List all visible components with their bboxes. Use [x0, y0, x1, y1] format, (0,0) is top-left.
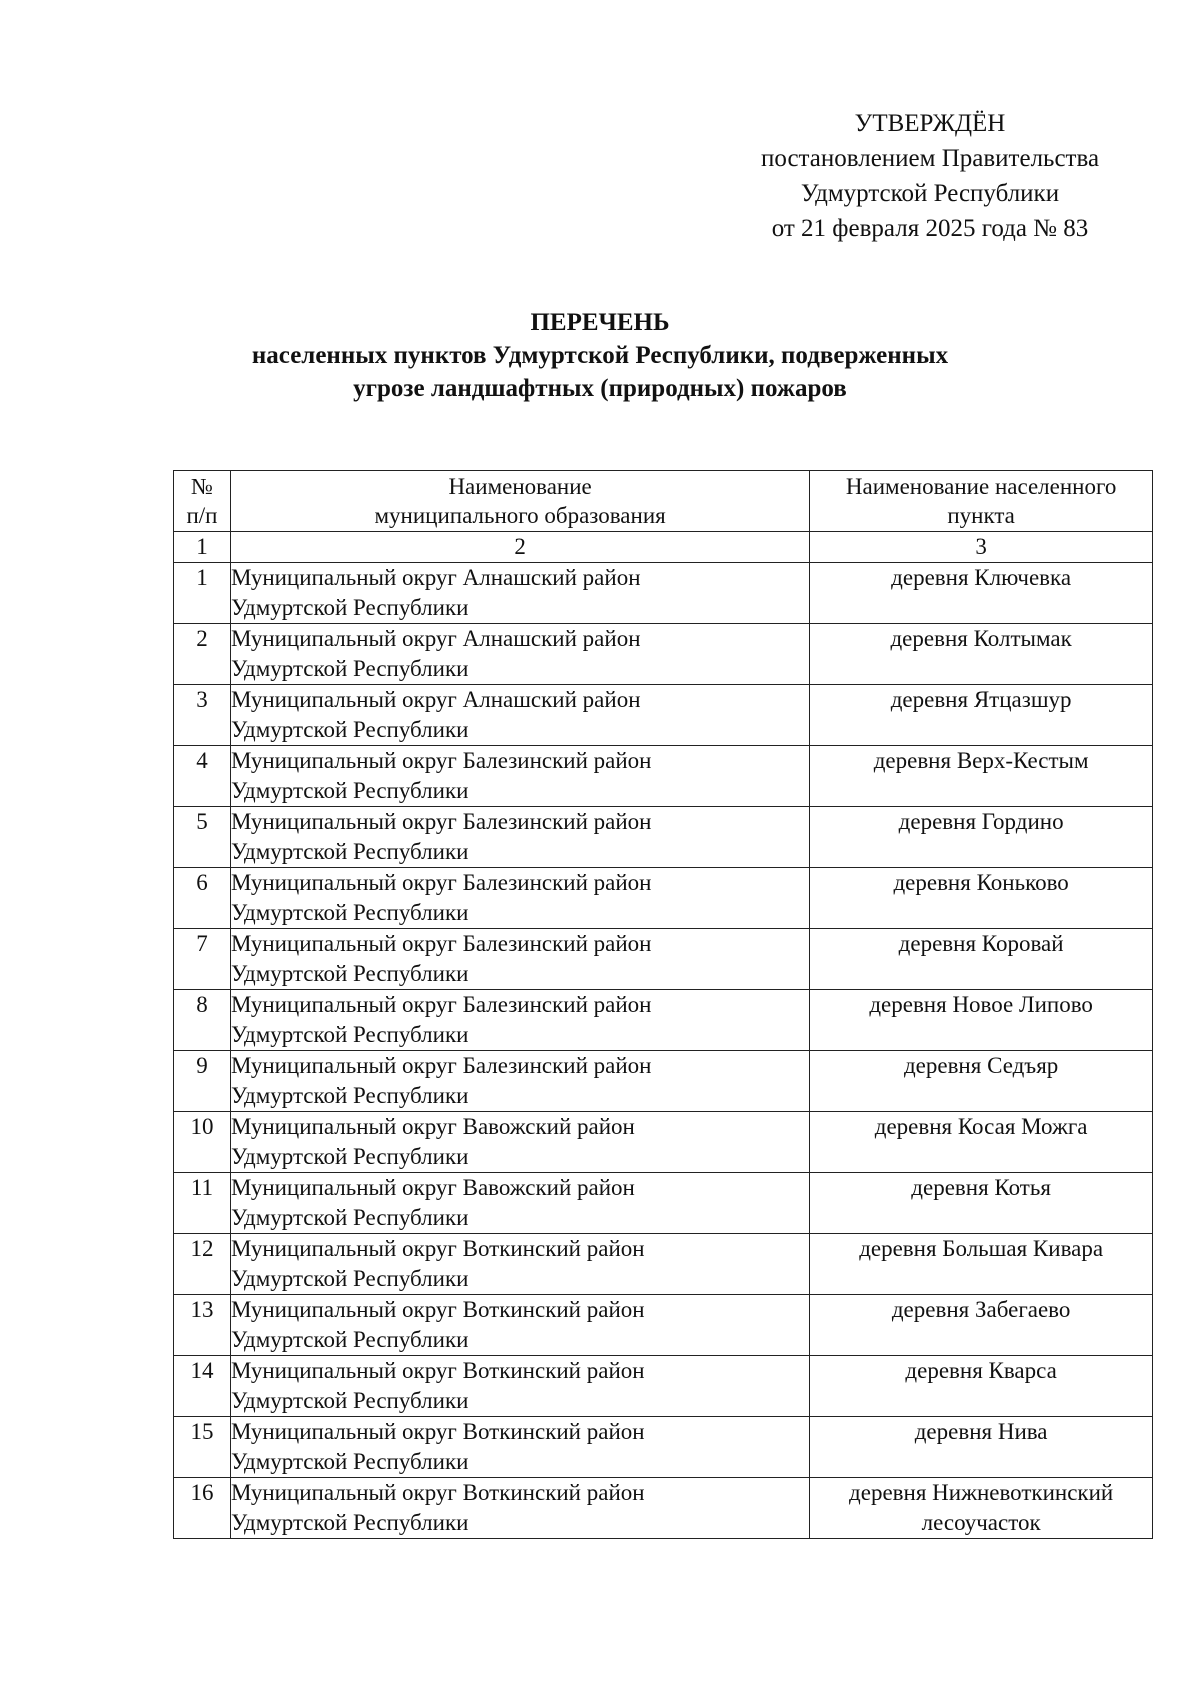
municipality-line: Муниципальный округ Алнашский район	[230, 626, 641, 651]
settlement-cell	[810, 990, 1153, 1051]
settlement-line: деревня Новое Липово	[869, 992, 1093, 1017]
municipality-line: Удмуртской Республики	[230, 1083, 469, 1108]
row-number: 1	[174, 563, 231, 624]
municipality-cell	[230, 1051, 809, 1112]
settlement-cell	[810, 746, 1153, 807]
municipality-line: Удмуртской Республики	[230, 1144, 469, 1169]
municipality-line: Муниципальный округ Воткинский район	[230, 1297, 645, 1322]
municipality-line: Муниципальный округ Алнашский район	[230, 687, 641, 712]
municipality-line: Муниципальный округ Балезинский район	[230, 748, 652, 773]
municipality-line: Удмуртской Республики	[230, 1022, 469, 1047]
row-number: 13	[174, 1295, 231, 1356]
row-number: 2	[174, 624, 231, 685]
table-row	[174, 1173, 1153, 1234]
settlement-line: лесоучасток	[921, 1510, 1041, 1535]
settlement-line: деревня Колтымак	[890, 626, 1072, 651]
header-text: пункта	[947, 503, 1015, 528]
settlement-line: деревня Косая Можга	[874, 1114, 1088, 1139]
column-number: 1	[174, 532, 231, 563]
municipality-cell	[230, 807, 809, 868]
row-number: 3	[174, 685, 231, 746]
row-number: 9	[174, 1051, 231, 1112]
municipality-line: Муниципальный округ Алнашский район	[230, 565, 641, 590]
settlement-cell	[810, 1417, 1153, 1478]
document-heading	[0, 306, 1200, 405]
header-text: муниципального образования	[374, 503, 666, 528]
document-subtitle: угрозе ландшафтных (природных) пожаров	[353, 375, 847, 402]
table-row	[174, 1295, 1153, 1356]
settlement-cell	[810, 1356, 1153, 1417]
municipality-line: Муниципальный округ Балезинский район	[230, 1053, 652, 1078]
settlement-line: деревня Коровай	[898, 931, 1064, 956]
column-number-row	[174, 532, 1153, 563]
settlement-line: деревня Ключевка	[891, 565, 1072, 590]
municipality-line: Удмуртской Республики	[230, 1388, 469, 1413]
municipality-cell	[230, 990, 809, 1051]
header-text: п/п	[186, 503, 218, 528]
municipality-line: Удмуртской Республики	[230, 1449, 469, 1474]
approval-line: постановлением Правительства	[760, 145, 1100, 172]
settlement-line: деревня Гордино	[898, 809, 1064, 834]
municipality-line: Муниципальный округ Воткинский район	[230, 1419, 645, 1444]
settlement-line: деревня Нижневоткинский	[849, 1480, 1114, 1505]
settlement-line: деревня Нива	[914, 1419, 1048, 1444]
table-row	[174, 1234, 1153, 1295]
table-row	[174, 746, 1153, 807]
table-row	[174, 990, 1153, 1051]
municipality-cell	[230, 1234, 809, 1295]
column-number: 3	[810, 532, 1153, 563]
settlement-cell	[810, 1478, 1153, 1539]
header-municipality	[230, 471, 809, 532]
municipality-line: Муниципальный округ Воткинский район	[230, 1480, 645, 1505]
header-text: №	[190, 474, 213, 499]
row-number: 16	[174, 1478, 231, 1539]
municipality-line: Удмуртской Республики	[230, 1205, 469, 1230]
municipality-line: Муниципальный округ Балезинский район	[230, 809, 652, 834]
municipality-line: Муниципальный округ Вавожский район	[230, 1114, 635, 1139]
row-number: 6	[174, 868, 231, 929]
municipality-line: Муниципальный округ Балезинский район	[230, 870, 652, 895]
municipality-line: Муниципальный округ Воткинский район	[230, 1236, 645, 1261]
settlement-cell	[810, 1173, 1153, 1234]
row-number: 5	[174, 807, 231, 868]
row-number: 14	[174, 1356, 231, 1417]
municipality-line: Муниципальный округ Воткинский район	[230, 1358, 645, 1383]
municipality-cell	[230, 1295, 809, 1356]
municipality-cell	[230, 929, 809, 990]
header-settlement	[810, 471, 1153, 532]
settlement-line: деревня Коньково	[893, 870, 1069, 895]
municipality-cell	[230, 685, 809, 746]
row-number: 8	[174, 990, 231, 1051]
municipality-line: Удмуртской Республики	[230, 1327, 469, 1352]
settlement-line: деревня Кварса	[905, 1358, 1057, 1383]
municipality-cell	[230, 1417, 809, 1478]
document-title: ПЕРЕЧЕНЬ	[530, 309, 670, 336]
settlement-cell	[810, 807, 1153, 868]
header-text: Наименование	[448, 474, 592, 499]
settlement-cell	[810, 1051, 1153, 1112]
approval-title: УТВЕРЖДЁН	[854, 110, 1006, 137]
table-row	[174, 685, 1153, 746]
settlement-cell	[810, 1295, 1153, 1356]
settlement-line: деревня Верх-Кестым	[873, 748, 1089, 773]
table-row	[174, 1112, 1153, 1173]
municipality-line: Муниципальный округ Вавожский район	[230, 1175, 635, 1200]
table-row	[174, 624, 1153, 685]
settlement-cell	[810, 624, 1153, 685]
table-row	[174, 1417, 1153, 1478]
table-row	[174, 1356, 1153, 1417]
row-number: 4	[174, 746, 231, 807]
table-row	[174, 1478, 1153, 1539]
municipality-line: Удмуртской Республики	[230, 595, 469, 620]
settlement-cell	[810, 929, 1153, 990]
settlements-table	[173, 470, 1153, 1539]
approval-block	[700, 106, 1160, 246]
row-number: 7	[174, 929, 231, 990]
approval-line: Удмуртской Республики	[800, 180, 1060, 207]
row-number: 15	[174, 1417, 231, 1478]
approval-date: от 21 февраля 2025 года № 83	[771, 215, 1089, 242]
municipality-line: Муниципальный округ Балезинский район	[230, 931, 652, 956]
row-number: 12	[174, 1234, 231, 1295]
municipality-cell	[230, 563, 809, 624]
municipality-cell	[230, 868, 809, 929]
header-number	[174, 471, 231, 532]
settlement-cell	[810, 563, 1153, 624]
municipality-cell	[230, 746, 809, 807]
municipality-line: Удмуртской Республики	[230, 656, 469, 681]
municipality-line: Удмуртской Республики	[230, 778, 469, 803]
municipality-line: Удмуртской Республики	[230, 900, 469, 925]
municipality-line: Муниципальный округ Балезинский район	[230, 992, 652, 1017]
municipality-line: Удмуртской Республики	[230, 1266, 469, 1291]
settlement-cell	[810, 1234, 1153, 1295]
municipality-line: Удмуртской Республики	[230, 717, 469, 742]
table-row	[174, 868, 1153, 929]
table-row	[174, 929, 1153, 990]
settlement-line: деревня Седъяр	[903, 1053, 1059, 1078]
document-subtitle: населенных пунктов Удмуртской Республики, подверженных	[251, 342, 949, 369]
row-number: 11	[174, 1173, 231, 1234]
settlement-cell	[810, 685, 1153, 746]
municipality-cell	[230, 1173, 809, 1234]
settlement-line: деревня Забегаево	[891, 1297, 1071, 1322]
municipality-cell	[230, 1478, 809, 1539]
table-row	[174, 563, 1153, 624]
municipality-line: Удмуртской Республики	[230, 961, 469, 986]
municipality-cell	[230, 1112, 809, 1173]
column-number: 2	[230, 532, 809, 563]
settlement-line: деревня Котья	[911, 1175, 1051, 1200]
municipality-line: Удмуртской Республики	[230, 1510, 469, 1535]
table-header-row	[174, 471, 1153, 532]
settlement-line: деревня Большая Кивара	[859, 1236, 1104, 1261]
row-number: 10	[174, 1112, 231, 1173]
settlement-cell	[810, 868, 1153, 929]
municipality-cell	[230, 1356, 809, 1417]
municipality-cell	[230, 624, 809, 685]
municipality-line: Удмуртской Республики	[230, 839, 469, 864]
settlement-line: деревня Ятцазшур	[890, 687, 1072, 712]
table-row	[174, 807, 1153, 868]
settlement-cell	[810, 1112, 1153, 1173]
table-row	[174, 1051, 1153, 1112]
header-text: Наименование населенного	[845, 474, 1117, 499]
